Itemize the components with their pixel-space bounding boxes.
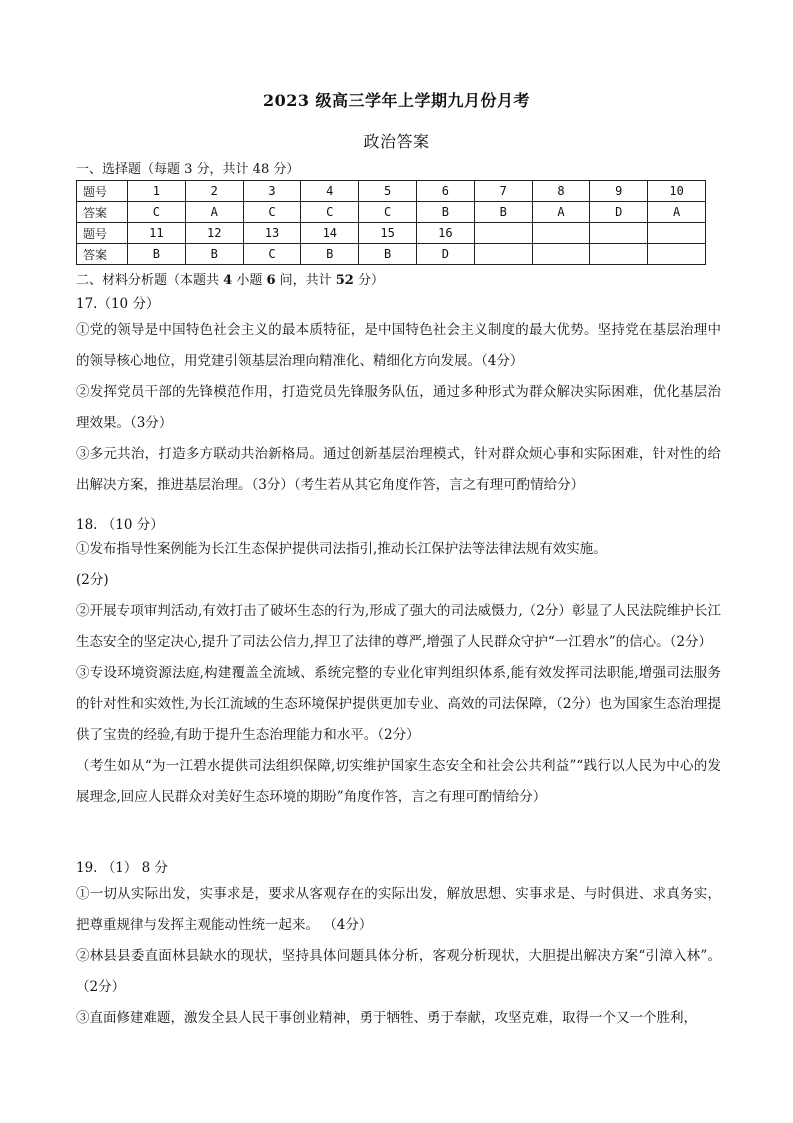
answer-table-cell: C bbox=[243, 244, 301, 265]
answer-table-cell: 15 bbox=[359, 223, 417, 244]
answer-table-cell: D bbox=[590, 202, 648, 223]
answer-table-cell: C bbox=[128, 202, 186, 223]
answer-table-cell bbox=[474, 223, 532, 244]
answer-table-cell bbox=[474, 244, 532, 265]
answer-table-cell bbox=[532, 223, 590, 244]
q18-point-1-score: (2分) bbox=[76, 572, 109, 588]
q17-point-3: ③多元共治，打造多方联动共治新格局。通过创新基层治理模式，针对群众烦心事和实际困难，针对性的给出解决方案，推进基层治理。（3分）（考生若从其它角度作答，言之有理可酌情给分） bbox=[76, 446, 721, 493]
section-2-heading: 二、材料分析题（本题共 4 小题 6 问，共计 52 分） bbox=[76, 273, 384, 288]
answer-table-cell: 11 bbox=[128, 223, 186, 244]
page-subtitle: 政治答案 bbox=[363, 132, 430, 151]
answer-table-cell: B bbox=[416, 202, 474, 223]
question-19-answer bbox=[76, 879, 721, 1034]
question-17-answer bbox=[76, 315, 721, 501]
answer-table-cell bbox=[590, 223, 648, 244]
answer-table-row-label: 答案 bbox=[77, 202, 128, 223]
question-19-label: 19. （1） 8 分 bbox=[76, 860, 169, 876]
section-1-heading: 一、选择题（每题 3 分，共计 48 分） bbox=[76, 162, 300, 177]
question-18-answer bbox=[76, 534, 721, 813]
answer-table-cell: D bbox=[416, 244, 474, 265]
answer-table-cell: 14 bbox=[301, 223, 359, 244]
answer-table-cell bbox=[648, 223, 706, 244]
answer-table-row bbox=[77, 223, 706, 244]
answer-table-cell: 13 bbox=[243, 223, 301, 244]
page-title: 2023 级高三学年上学期九月份月考 bbox=[262, 91, 531, 110]
q17-point-1: ①党的领导是中国特色社会主义的最本质特征，是中国特色社会主义制度的最大优势。坚持党在基层治理中的领导核心地位，用党建引领基层治理向精准化、精细化方向发展。（4分） bbox=[76, 322, 721, 369]
answer-table-cell: 7 bbox=[474, 181, 532, 202]
answer-table-cell: B bbox=[128, 244, 186, 265]
answer-table-cell: 10 bbox=[648, 181, 706, 202]
q19-point-2: ②林县县委直面林县缺水的现状，坚持具体问题具体分析，客观分析现状，大胆提出解决方案“引漳入林”。（2分） bbox=[76, 948, 721, 995]
q19-point-1: ①一切从实际出发，实事求是，要求从客观存在的实际出发，解放思想、实事求是、与时俱进、求真务实，把尊重规律与发挥主观能动性统一起来。 （4分） bbox=[76, 886, 721, 933]
answer-table-cell: B bbox=[301, 244, 359, 265]
answer-table-row-label: 答案 bbox=[77, 244, 128, 265]
answer-table-cell: C bbox=[359, 202, 417, 223]
answer-table-cell: 1 bbox=[128, 181, 186, 202]
answer-table-cell: C bbox=[243, 202, 301, 223]
q18-point-1: ①发布指导性案例能为长江生态保护提供司法指引,推动长江保护法等法律法规有效实施。 bbox=[76, 541, 607, 557]
answer-table-cell: B bbox=[474, 202, 532, 223]
answer-table-cell: A bbox=[648, 202, 706, 223]
answer-table-cell bbox=[648, 244, 706, 265]
answer-table-cell: C bbox=[301, 202, 359, 223]
answer-table-cell: B bbox=[359, 244, 417, 265]
question-18-label: 18. （10 分） bbox=[76, 517, 164, 533]
answer-table-cell: 12 bbox=[185, 223, 243, 244]
q18-point-2: ②开展专项审判活动,有效打击了破坏生态的行为,形成了强大的司法威慑力,（2分）彰显了人民法院维护长江生态安全的坚定决心,提升了司法公信力,捍卫了法律的尊严,增强了人民群众守护“一江碧水”的信心。（2分） bbox=[76, 603, 721, 650]
q18-point-3: ③专设环境资源法庭,构建覆盖全流域、系统完整的专业化审判组织体系,能有效发挥司法职能,增强司法服务的针对性和实效性,为长江流域的生态环境保护提供更加专业、高效的司法保障，（2分）也为国家生态治理提供了宝贵的经验,有助于提升生态治理能力和水平。（2分） bbox=[76, 665, 721, 743]
answer-table-cell: A bbox=[532, 202, 590, 223]
answer-table-cell: 3 bbox=[243, 181, 301, 202]
answer-table-cell: 6 bbox=[416, 181, 474, 202]
answer-table-row-label: 题号 bbox=[77, 223, 128, 244]
q19-point-3: ③直面修建难题，激发全县人民干事创业精神，勇于牺牲、勇于奉献，攻坚克难，取得一个又一个胜利， bbox=[76, 1010, 697, 1026]
answer-table-cell: 9 bbox=[590, 181, 648, 202]
answer-table-cell: 5 bbox=[359, 181, 417, 202]
answer-table-cell bbox=[532, 244, 590, 265]
answer-table-row bbox=[77, 202, 706, 223]
answer-table-cell: 16 bbox=[416, 223, 474, 244]
answer-table-row bbox=[77, 244, 706, 265]
answer-table-cell: 4 bbox=[301, 181, 359, 202]
answer-table-cell: 2 bbox=[185, 181, 243, 202]
answer-table-cell: A bbox=[185, 202, 243, 223]
answer-table-cell: B bbox=[185, 244, 243, 265]
question-17-label: 17.（10 分） bbox=[76, 296, 160, 312]
answer-table-row bbox=[77, 181, 706, 202]
answer-table-cell bbox=[590, 244, 648, 265]
answer-table-row-label: 题号 bbox=[77, 181, 128, 202]
answer-table-cell: 8 bbox=[532, 181, 590, 202]
answer-table bbox=[76, 180, 706, 265]
q17-point-2: ②发挥党员干部的先锋模范作用，打造党员先锋服务队伍，通过多种形式为群众解决实际困难，优化基层治理效果。（3分） bbox=[76, 384, 721, 431]
q18-note: （考生如从“为一江碧水提供司法组织保障,切实维护国家生态安全和社会公共利益”“践行以人民为中心的发展理念,回应人民群众对美好生态环境的期盼”角度作答，言之有理可酌情给分） bbox=[76, 758, 721, 805]
